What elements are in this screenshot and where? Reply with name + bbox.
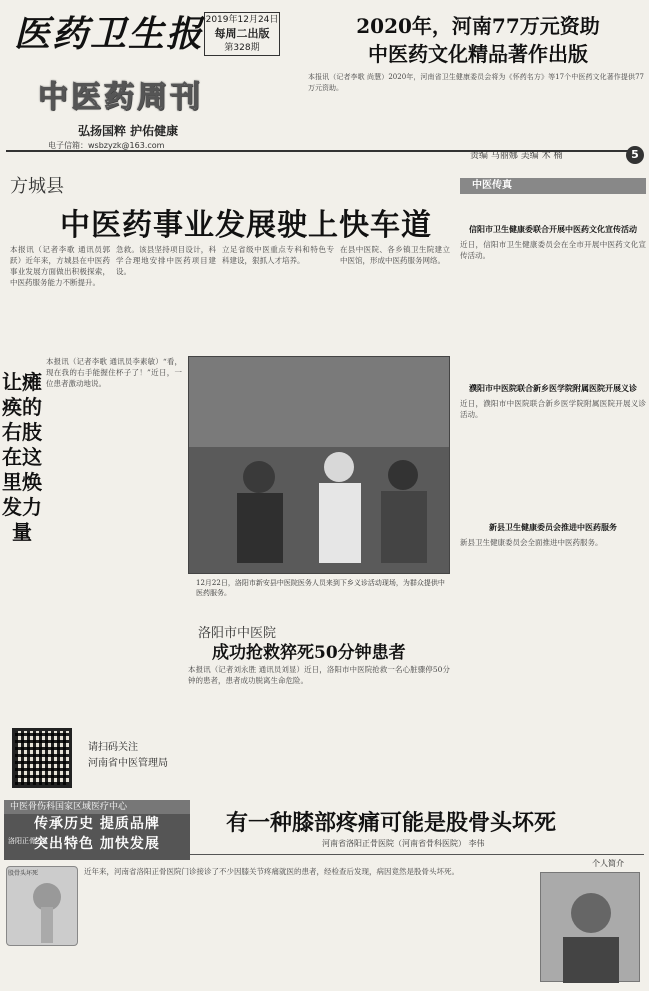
ad-line1: 传承历史 提质品牌 xyxy=(34,816,160,832)
bottom-story-body: 近年来，河南省洛阳正骨医院门诊接诊了不少因膝关节疼痛就医的患者，经检查后发现，病因竟然是股骨头坏死。 xyxy=(84,867,459,876)
bottom-divider xyxy=(4,854,644,855)
sub-city: 洛阳市中医院 xyxy=(198,626,277,641)
right-item-body: 近日，濮阳市中医院联合新乡医学院附属医院开展义诊活动。 xyxy=(460,399,646,419)
side-headline: 让瘫痪的右肢在这里焕发力量 xyxy=(2,370,42,544)
right-section-title: 中医传真 xyxy=(460,178,646,194)
lead-headline: 中医药事业发展驶上快车道 xyxy=(60,208,432,243)
hip-bone-icon xyxy=(7,867,79,947)
top-headline xyxy=(308,12,648,68)
top-headline-line1: 2020年，河南77万元资助 xyxy=(356,14,600,38)
ad-line2: 突出特色 加快发展 xyxy=(34,836,160,852)
bottom-source: 河南省洛阳正骨医院（河南省骨科医院） 李伟 xyxy=(322,839,485,848)
email-address: 电子信箱：wsbzyzk@163.com xyxy=(48,141,165,150)
newspaper-logo: 医药卫生报 xyxy=(14,13,205,55)
date-box xyxy=(204,12,280,56)
news-photo xyxy=(188,356,450,574)
masthead xyxy=(8,4,648,154)
right-item-headline: 濮阳市中医院联合新乡医学院附属医院开展义诊 xyxy=(469,383,637,393)
right-item-body: 新县卫生健康委员会全面推进中医药服务。 xyxy=(460,538,603,547)
right-item-headline: 新县卫生健康委员会推进中医药服务 xyxy=(489,522,617,532)
bottom-headline: 有一种膝部疼痛可能是股骨头坏死 xyxy=(226,810,557,836)
person-label: 个人简介 xyxy=(592,859,624,868)
date-line: 2019年12月24日 xyxy=(205,15,279,25)
qr-follow-text xyxy=(88,740,168,772)
qr-line2: 河南省中医管理局 xyxy=(88,758,168,769)
person-icon xyxy=(541,873,641,983)
side-story-body: 本报讯（记者李歌 通讯员李素敏）“看，现在我的右手能握住杯子了！”近日，一位患者激动地说。 xyxy=(46,357,182,388)
qr-line1: 请扫码关注 xyxy=(88,742,138,753)
lead-body-col2: 急救。该县坚持项目设计，科学合理地安排中医药项目建设。 xyxy=(116,245,216,276)
slogan: 弘扬国粹 护佑健康 xyxy=(78,124,179,138)
edition: 每周二出版 xyxy=(214,27,270,40)
right-column xyxy=(460,200,646,796)
issue-number: 第328期 xyxy=(224,43,260,53)
lead-body-col3: 立足省级中医重点专科和特色专科建设，狠抓人才培养。 xyxy=(222,245,334,265)
top-headline-line2: 中医药文化精品著作出版 xyxy=(368,42,588,66)
qr-code[interactable] xyxy=(12,728,72,788)
sub-headline: 成功抢救猝死50分钟患者 xyxy=(212,643,406,663)
sub-story-body: 本报讯（记者刘永胜 通讯员刘显）近日，洛阳市中医院抢救一名心脏骤停50分钟的患者，患者成功脱离生命危险。 xyxy=(188,665,450,685)
weekly-title: 中医药周刊 xyxy=(38,80,203,115)
ad-brand: 洛阳正骨 xyxy=(8,837,36,845)
right-item-headline: 信阳市卫生健康委联合开展中医药文化宣传活动 xyxy=(469,224,637,234)
lead-body-col1: 本报讯（记者李歌 通讯员郭跃）近年来，方城县在中医药事业发展方面做出积极探索，中医药服务能力不断提升。 xyxy=(10,245,110,287)
lead-city: 方城县 xyxy=(10,176,64,197)
author-portrait xyxy=(540,872,640,982)
photo-caption: 12月22日，洛阳市新安县中医院医务人员来到下乡义诊活动现场，为群众提供中医药服务。 xyxy=(196,579,445,597)
page-editor-line: 责编 马丽娜 美编 木 楠 xyxy=(470,151,563,161)
photo-placeholder xyxy=(189,357,450,574)
right-item-body: 近日，信阳市卫生健康委员会在全市开展中医药文化宣传活动。 xyxy=(460,240,646,260)
ad-top-line: 中医骨伤科国家区域医疗中心 xyxy=(4,800,190,814)
hip-diagram xyxy=(6,866,78,946)
lead-body-col4: 在县中医院、各乡镇卫生院建立中医馆，形成中医药服务网络。 xyxy=(340,245,450,265)
diagram-caption: 股骨头坏死 xyxy=(8,870,39,877)
hospital-advertisement xyxy=(4,800,190,860)
page-number: 5 xyxy=(626,146,644,164)
top-headline-body: 本报讯（记者李歌 尚慧）2020年，河南省卫生健康委员会将为《怀药名方》等17个中医药文化著作提供77万元资助。 xyxy=(308,73,644,92)
